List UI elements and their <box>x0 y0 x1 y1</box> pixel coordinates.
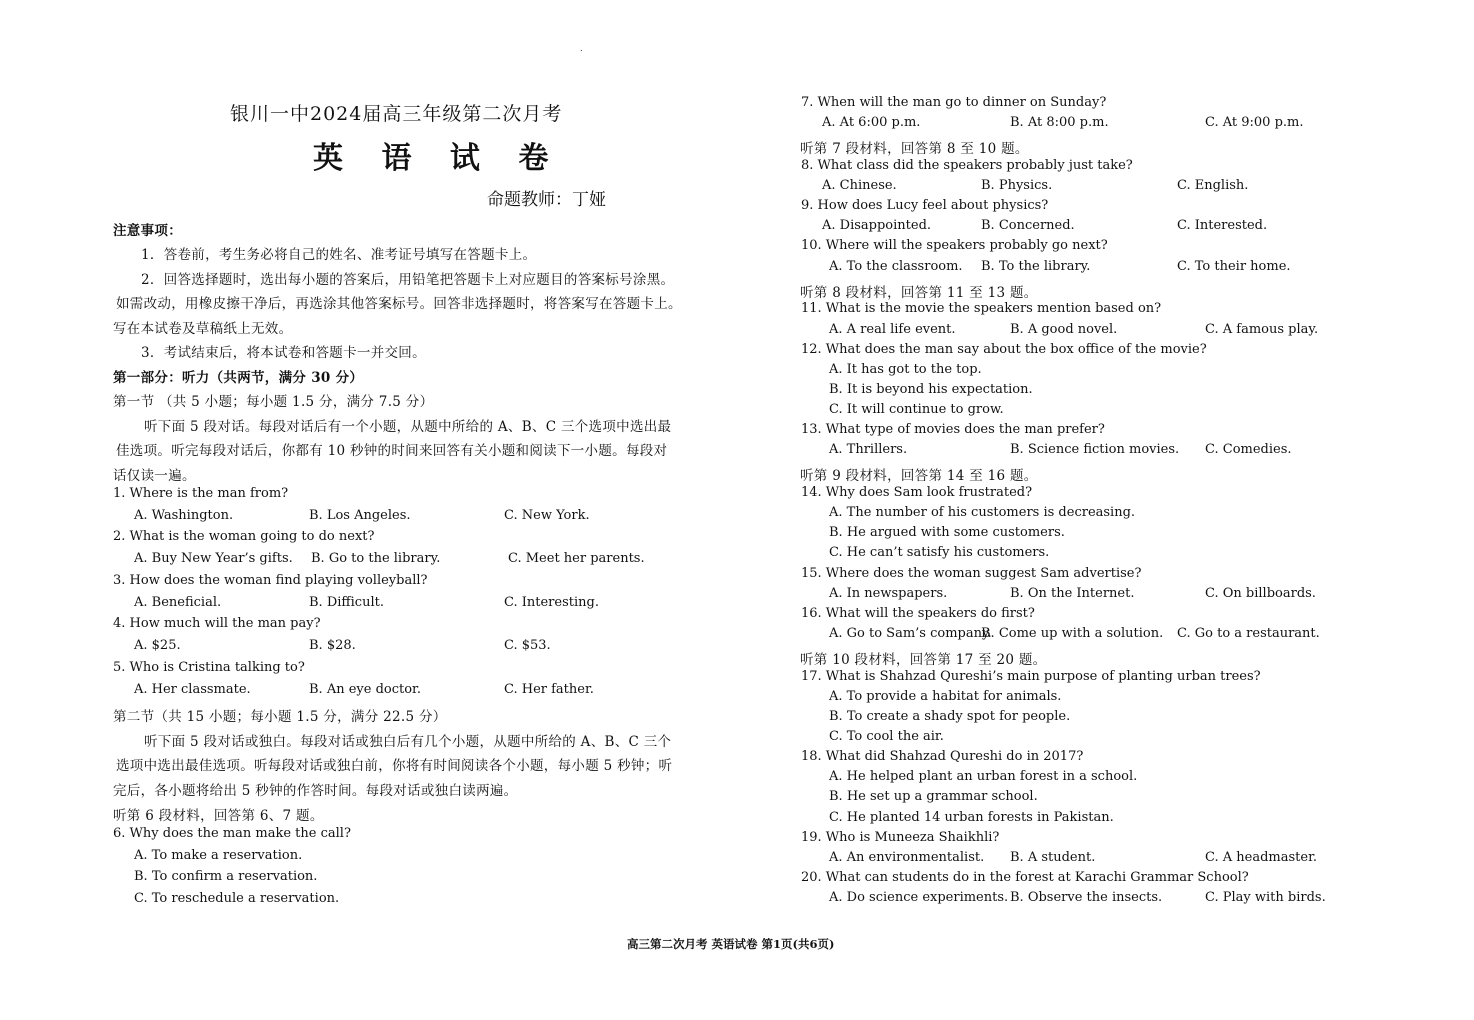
option-b: B. Go to the library. <box>311 551 441 566</box>
material-note: 听第 6 段材料，回答第 6、7 题。 <box>113 808 324 824</box>
option-c: C. At 9:00 p.m. <box>1205 115 1304 130</box>
option-b: B. $28. <box>309 638 356 653</box>
option-a: A. Go to Sam’s company. <box>829 626 992 641</box>
question-stem: 19. Who is Muneeza Shaikhli? <box>801 830 1000 845</box>
option-c: C. He can’t satisfy his customers. <box>829 545 1050 560</box>
question-stem: 6. Why does the man make the call? <box>113 826 351 841</box>
question-stem: 1. Where is the man from? <box>113 486 289 501</box>
section2-instruction: 选项中选出最佳选项。听每段对话或独白前，你将有时间阅读各个小题，每小题 5 秒钟；听 <box>116 758 673 774</box>
question-stem: 4. How much will the man pay? <box>113 616 321 631</box>
exam-title: 银川一中2024届高三年级第二次月考 <box>230 103 563 125</box>
option-a: A. To make a reservation. <box>134 848 303 863</box>
material-note: 听第 9 段材料，回答第 14 至 16 题。 <box>800 468 1038 484</box>
option-a: A. A real life event. <box>829 322 956 337</box>
material-note: 听第 10 段材料，回答第 17 至 20 题。 <box>800 652 1047 668</box>
section1-instruction: 听下面 5 段对话。每段对话后有一个小题，从题中所给的 A、B、C 三个选项中选出最 <box>144 419 672 435</box>
option-b: B. To confirm a reservation. <box>134 869 318 884</box>
question-stem: 17. What is Shahzad Qureshi’s main purpose of planting urban trees? <box>801 669 1261 684</box>
option-b: B. Concerned. <box>981 218 1075 233</box>
option-b: B. A good novel. <box>1010 322 1118 337</box>
option-a: A. Disappointed. <box>822 218 932 233</box>
option-b: B. On the Internet. <box>1010 586 1135 601</box>
option-c: C. To their home. <box>1177 259 1291 274</box>
option-a: A. The number of his customers is decreasing. <box>829 505 1136 520</box>
option-c: C. To reschedule a reservation. <box>134 891 340 906</box>
option-b: B. He set up a grammar school. <box>829 789 1038 804</box>
section1-heading: 第一节 （共 5 小题；每小题 1.5 分，满分 7.5 分） <box>113 394 434 410</box>
option-a: A. Beneficial. <box>134 595 222 610</box>
question-stem: 18. What did Shahzad Qureshi do in 2017? <box>801 749 1084 764</box>
note-item: 如需改动，用橡皮擦干净后，再选涂其他答案标号。回答非选择题时，将答案写在答题卡上。 <box>116 296 682 312</box>
section1-instruction: 佳选项。听完每段对话后，你都有 10 秒钟的时间来回答有关小题和阅读下一小题。每段对 <box>116 443 668 459</box>
note-item: 写在本试卷及草稿纸上无效。 <box>113 321 293 337</box>
option-b: B. An eye doctor. <box>309 682 421 697</box>
question-stem: 3. How does the woman find playing volleyball? <box>113 573 428 588</box>
option-c: C. $53. <box>504 638 551 653</box>
option-b: B. Los Angeles. <box>309 508 411 523</box>
option-c: C. New York. <box>504 508 590 523</box>
option-a: A. At 6:00 p.m. <box>822 115 921 130</box>
question-stem: 5. Who is Cristina talking to? <box>113 660 305 675</box>
notes-heading: 注意事项： <box>113 223 182 239</box>
note-item: 3．考试结束后，将本试卷和答题卡一并交回。 <box>141 345 426 361</box>
option-b: B. A student. <box>1010 850 1096 865</box>
note-item: 2．回答选择题时，选出每小题的答案后，用铅笔把答题卡上对应题目的答案标号涂黑。 <box>141 272 675 288</box>
option-a: A. Thrillers. <box>829 442 908 457</box>
option-c: C. He planted 14 urban forests in Pakistan. <box>829 810 1114 825</box>
option-c: C. On billboards. <box>1205 586 1316 601</box>
option-b: B. Science fiction movies. <box>1010 442 1180 457</box>
option-b: B. To create a shady spot for people. <box>829 709 1071 724</box>
material-note: 听第 7 段材料，回答第 8 至 10 题。 <box>800 141 1029 157</box>
option-a: A. An environmentalist. <box>829 850 985 865</box>
option-c: C. Play with birds. <box>1205 890 1326 905</box>
material-note: 听第 8 段材料，回答第 11 至 13 题。 <box>800 285 1038 301</box>
option-a: A. $25. <box>134 638 181 653</box>
option-c: C. Her father. <box>504 682 594 697</box>
note-item: 1．答卷前，考生务必将自己的姓名、准考证号填写在答题卡上。 <box>141 247 537 263</box>
subject-title: 英 语 试 卷 <box>313 141 563 176</box>
part1-heading: 第一部分：听力（共两节，满分 30 分） <box>113 370 364 386</box>
option-b: B. At 8:00 p.m. <box>1010 115 1109 130</box>
question-stem: 14. Why does Sam look frustrated? <box>801 485 1033 500</box>
section2-instruction: 听下面 5 段对话或独白。每段对话或独白后有几个小题，从题中所给的 A、B、C 三个 <box>144 734 672 750</box>
option-c: C. A headmaster. <box>1205 850 1317 865</box>
section2-heading: 第二节（共 15 小题；每小题 1.5 分，满分 22.5 分） <box>113 709 447 725</box>
option-b: B. Come up with a solution. <box>981 626 1164 641</box>
option-c: C. Meet her parents. <box>508 551 645 566</box>
option-a: A. It has got to the top. <box>829 362 982 377</box>
question-stem: 11. What is the movie the speakers mention based on? <box>801 301 1162 316</box>
option-c: C. Go to a restaurant. <box>1177 626 1320 641</box>
option-a: A. Washington. <box>134 508 234 523</box>
option-a: A. In newspapers. <box>829 586 948 601</box>
option-c: C. A famous play. <box>1205 322 1319 337</box>
question-stem: 2. What is the woman going to do next? <box>113 529 375 544</box>
option-a: A. Chinese. <box>822 178 897 193</box>
option-a: A. He helped plant an urban forest in a school. <box>829 769 1138 784</box>
option-b: B. Difficult. <box>309 595 384 610</box>
option-b: B. Physics. <box>981 178 1053 193</box>
option-a: A. To the classroom. <box>829 259 963 274</box>
question-stem: 15. Where does the woman suggest Sam advertise? <box>801 566 1142 581</box>
option-b: B. Observe the insects. <box>1010 890 1163 905</box>
page-footer: 高三第二次月考 英语试卷 第1页(共6页) <box>627 937 835 951</box>
section2-instruction: 完后，各小题将给出 5 秒钟的作答时间。每段对话或独白读两遍。 <box>113 783 518 799</box>
option-c: C. To cool the air. <box>829 729 944 744</box>
author-line: 命题教师：丁娅 <box>487 190 606 210</box>
option-c: C. English. <box>1177 178 1249 193</box>
question-stem: 7. When will the man go to dinner on Sunday? <box>801 95 1107 110</box>
option-c: C. Interested. <box>1177 218 1268 233</box>
question-stem: 20. What can students do in the forest at Karachi Grammar School? <box>801 870 1249 885</box>
question-stem: 10. Where will the speakers probably go next? <box>801 238 1108 253</box>
question-stem: 12. What does the man say about the box office of the movie? <box>801 342 1207 357</box>
option-c: C. Comedies. <box>1205 442 1292 457</box>
question-stem: 8. What class did the speakers probably just take? <box>801 158 1133 173</box>
question-stem: 16. What will the speakers do first? <box>801 606 1035 621</box>
option-a: A. Do science experiments. <box>829 890 1009 905</box>
section1-instruction: 话仅读一遍。 <box>113 468 196 484</box>
option-a: A. Buy New Year’s gifts. <box>134 551 293 566</box>
option-b: B. To the library. <box>981 259 1091 274</box>
option-c: C. Interesting. <box>504 595 599 610</box>
question-stem: 13. What type of movies does the man prefer? <box>801 422 1105 437</box>
option-b: B. He argued with some customers. <box>829 525 1065 540</box>
top-mark: . <box>580 44 583 53</box>
option-c: C. It will continue to grow. <box>829 402 1004 417</box>
option-a: A. To provide a habitat for animals. <box>829 689 1062 704</box>
option-b: B. It is beyond his expectation. <box>829 382 1033 397</box>
option-a: A. Her classmate. <box>134 682 251 697</box>
question-stem: 9. How does Lucy feel about physics? <box>801 198 1049 213</box>
